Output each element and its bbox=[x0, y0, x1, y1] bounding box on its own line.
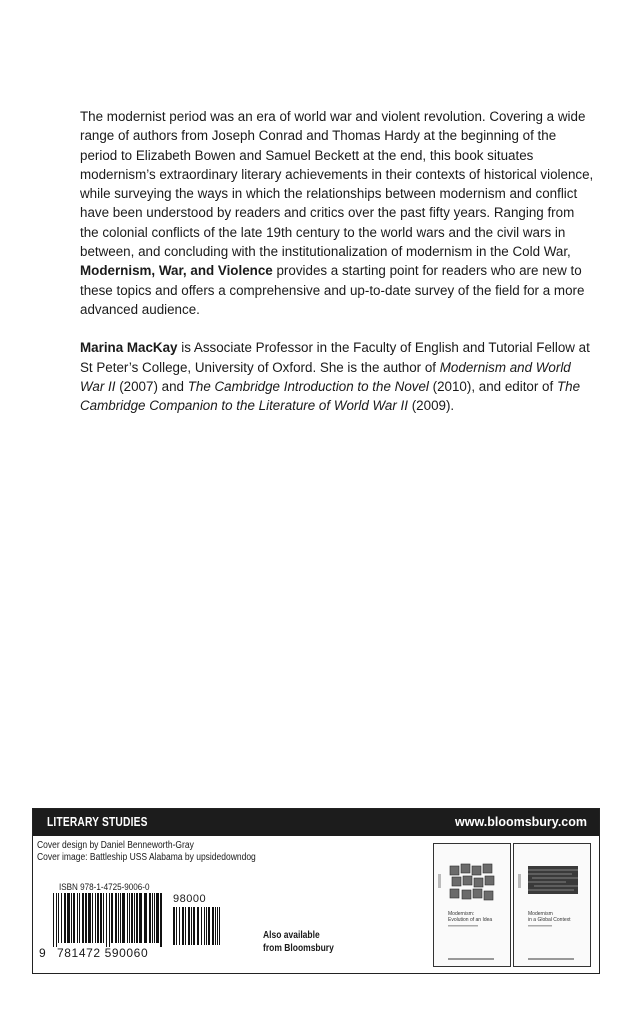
related-book-cover: Modernism in a Global Context bbox=[513, 843, 591, 967]
cover-credits bbox=[37, 840, 256, 864]
footer-bar bbox=[33, 809, 599, 836]
publisher-footer bbox=[32, 808, 600, 974]
barcode-digits: 781472 590060 bbox=[57, 946, 149, 960]
related-book-title: Modernism: bbox=[448, 911, 475, 917]
category-label: LITERARY STUDIES bbox=[47, 815, 148, 829]
publisher-website: www.bloomsbury.com bbox=[455, 815, 587, 829]
author-bio: Marina MacKay is Associate Professor in the Faculty of English and Tutorial Fellow at St Peter’s College, University of Oxford. She is the author of Modernism and World War II (2007) and The Cambridge Introduction to the Novel (2010), and editor of The Cambridge Companion to the Literature of World War II (2009). bbox=[80, 340, 590, 414]
author-name: Marina MacKay bbox=[80, 340, 178, 356]
related-book-title: Modernism bbox=[528, 911, 553, 917]
author-book-3: The Cambridge Companion to the Literature of World War II bbox=[80, 378, 581, 414]
barcode-lead-digit: 9 bbox=[39, 946, 46, 960]
cubes-illustration-icon bbox=[448, 862, 496, 904]
also-available-label: Also available from Bloomsbury bbox=[263, 930, 334, 954]
related-book-cover: Modernism: Evolution of an Idea bbox=[433, 843, 511, 967]
texture-illustration-icon bbox=[528, 862, 578, 898]
barcode-addon-digits: 98000 bbox=[173, 893, 207, 905]
book-description: The modernist period was an era of world war and violent revolution. Covering a wide range of authors from Joseph Conrad and Thomas Hardy at the beginning of the period to Elizabeth Bowen and Samuel Beckett at the end, this book situates modernism’s extraordinary literary achievements in their contexts of historical violence, while surveying the ways in which the relationships between modernism and conflict have been understood by readers and critics over the past fifty years. Ranging from the colonial conflicts of the late 19th century to the world wars and the civil wars in between, and concluding with the institutionalization of modernism in the Cold War, Modernism, War, and Violence provides a starting point for readers who are new to these topics and offers a comprehensive and up-to-date survey of the field for a more advanced audience. bbox=[80, 109, 594, 317]
author-book-2: The Cambridge Introduction to the Novel bbox=[187, 378, 429, 394]
isbn-number: ISBN 978-1-4725-9006-0 bbox=[59, 882, 150, 892]
barcode bbox=[39, 893, 225, 963]
cover-design-credit: Cover design by Daniel Benneworth-Gray bbox=[37, 840, 194, 851]
author-book-1: Modernism and World War II bbox=[80, 359, 571, 394]
book-title: Modernism, War, and Violence bbox=[80, 263, 273, 279]
back-cover-blurb bbox=[80, 107, 594, 415]
cover-image-credit: Cover image: Battleship USS Alabama by upsidedowndog bbox=[37, 852, 256, 863]
